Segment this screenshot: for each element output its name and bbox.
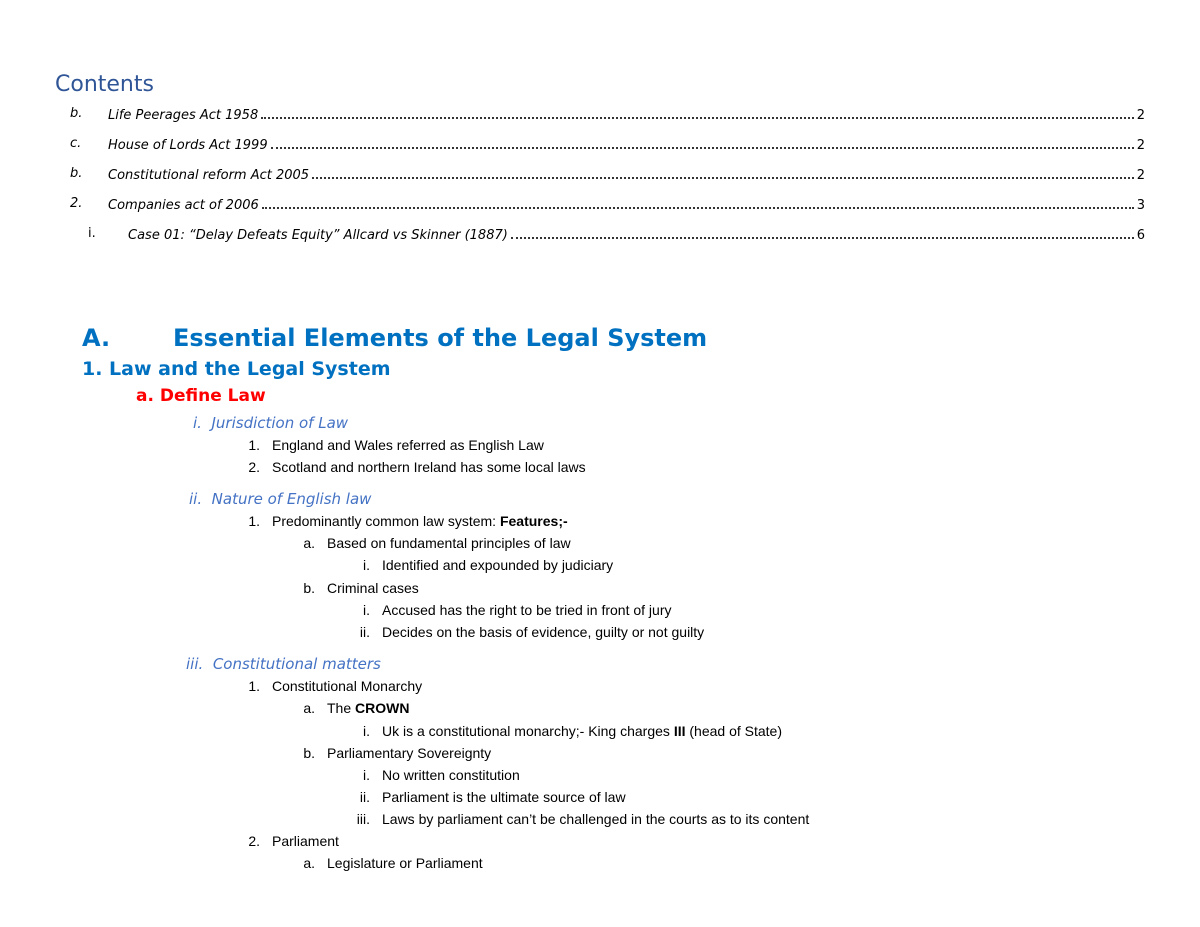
list-marker: 2. <box>248 459 260 475</box>
heading-define-law: a. Define Law <box>136 386 266 406</box>
list-marker: iii. <box>356 811 370 827</box>
toc-entry-link[interactable]: Life Peerages Act 1958 <box>108 108 259 123</box>
toc-entry-page: 6 <box>1136 228 1145 243</box>
list-text: Scotland and northern Ireland has some local laws <box>272 459 586 475</box>
toc-entry-link[interactable]: Companies act of 2006 <box>108 198 259 213</box>
list-text: Uk is a constitutional monarchy;- King charges <box>382 723 674 739</box>
list-marker: 1. <box>248 437 260 453</box>
list-marker: i. <box>363 767 370 783</box>
toc-entry-page: 2 <box>1136 138 1145 153</box>
list-text-bold: CROWN <box>355 700 410 716</box>
list-marker: a. <box>303 700 315 716</box>
heading-a-number: A. <box>82 324 111 352</box>
list-marker: 1. <box>248 678 260 694</box>
section-title: Constitutional matters <box>212 655 381 673</box>
section-number: i. <box>193 414 202 432</box>
toc-entry-page: 3 <box>1136 198 1145 213</box>
list-text: Decides on the basis of evidence, guilty or not guilty <box>382 624 705 640</box>
toc-leader-dots <box>511 226 1134 239</box>
toc-entry-number: i. <box>88 226 96 241</box>
toc-entry-number: b. <box>70 106 83 121</box>
section-heading-constitutional <box>186 655 381 673</box>
list-text: The <box>327 700 356 716</box>
list-marker: a. <box>303 855 315 871</box>
list-text: Laws by parliament can’t be challenged in the courts as to its content <box>382 811 810 827</box>
toc-leader-dots <box>271 136 1134 149</box>
list-marker: b. <box>303 580 315 596</box>
toc-leader-dots <box>261 106 1134 119</box>
heading-a-title: Essential Elements of the Legal System <box>173 324 708 352</box>
list-text-bold: Features;- <box>499 513 568 529</box>
section-heading-jurisdiction <box>193 414 348 432</box>
toc-entry[interactable] <box>70 166 1145 184</box>
list-text: No written constitution <box>382 767 520 783</box>
section-title: Nature of English law <box>211 490 372 508</box>
toc-entry-link[interactable]: House of Lords Act 1999 <box>108 138 268 153</box>
list-text: Parliament is the ultimate source of law <box>382 789 626 805</box>
list-marker: a. <box>303 535 315 551</box>
list-marker: b. <box>303 745 315 761</box>
list-marker: i. <box>363 557 370 573</box>
list-text: Identified and expounded by judiciary <box>382 557 614 573</box>
list-text: Constitutional Monarchy <box>272 678 423 694</box>
list-text: England and Wales referred as English Law <box>272 437 544 453</box>
toc-entry[interactable] <box>70 196 1145 214</box>
list-text: Legislature or Parliament <box>327 855 483 871</box>
list-marker: 1. <box>248 513 260 529</box>
list-text: Predominantly common law system: <box>272 513 500 529</box>
list-text: Accused has the right to be tried in front of jury <box>382 602 672 618</box>
toc-entry[interactable] <box>88 226 1145 244</box>
toc-entry-number: c. <box>70 136 82 151</box>
toc-entry-number: b. <box>70 166 83 181</box>
section-title: Jurisdiction of Law <box>211 414 349 432</box>
list-marker: ii. <box>359 789 370 805</box>
list-text-bold: III <box>673 723 686 739</box>
toc-title: Contents <box>55 72 154 97</box>
list-marker: i. <box>363 723 370 739</box>
toc-entry-page: 2 <box>1136 108 1145 123</box>
list-marker: i. <box>363 602 370 618</box>
list-text: Parliamentary Sovereignty <box>327 745 492 761</box>
list-text: Parliament <box>272 833 339 849</box>
toc-entry-page: 2 <box>1136 168 1145 183</box>
list-text: Based on fundamental principles of law <box>327 535 571 551</box>
toc-entry-link[interactable]: Case 01: “Delay Defeats Equity” Allcard vs Skinner (1887) <box>128 228 508 243</box>
toc-entry[interactable] <box>70 106 1145 124</box>
toc-leader-dots <box>262 196 1134 209</box>
list-marker: 2. <box>248 833 260 849</box>
toc-leader-dots <box>312 166 1134 179</box>
toc-entry-link[interactable]: Constitutional reform Act 2005 <box>108 168 310 183</box>
list-marker: ii. <box>359 624 370 640</box>
section-number: ii. <box>189 490 203 508</box>
section-number: iii. <box>186 655 204 673</box>
toc-entry-number: 2. <box>70 196 83 211</box>
section-heading-nature <box>189 490 371 508</box>
heading-1: 1. Law and the Legal System <box>82 358 391 380</box>
list-text-tail: (head of State) <box>685 723 782 739</box>
list-text: Criminal cases <box>327 580 419 596</box>
toc-entry[interactable] <box>70 136 1145 154</box>
